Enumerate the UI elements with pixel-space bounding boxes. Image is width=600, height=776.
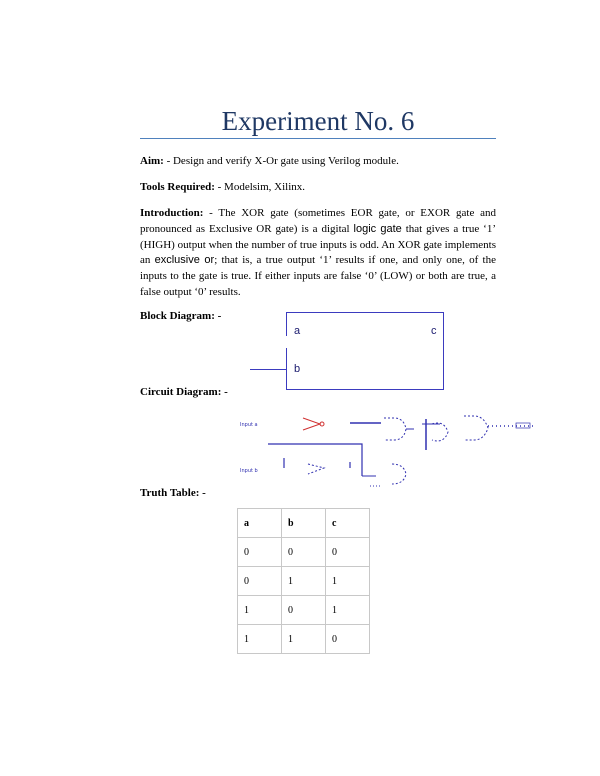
- column-header-a: a: [238, 509, 282, 538]
- table-cell: 1: [282, 567, 326, 596]
- table-row: [238, 567, 370, 596]
- introduction-paragraph: [140, 206, 496, 301]
- block-left-edge-top: [286, 312, 287, 336]
- table-cell: 0: [326, 538, 370, 567]
- introduction-text-3: ; that is, a true output ‘1’ results if one, and only one, of the inputs to the gate is true. If either inputs are false ‘0’ (LOW) or both are true, a false output ‘0’ results.: [140, 254, 496, 298]
- tools-label: Tools Required:: [140, 181, 215, 193]
- xor-module-box: [286, 312, 444, 390]
- introduction-text-2: that gives a true ‘1’ (HIGH) output when the number of true inputs is odd. An XOR gate implements an: [140, 222, 497, 267]
- table-cell: 0: [282, 538, 326, 567]
- table-row: [238, 596, 370, 625]
- table-cell: 1: [238, 625, 282, 654]
- input-a-tag: Input a: [240, 422, 258, 428]
- table-cell: 1: [326, 596, 370, 625]
- column-header-b: b: [282, 509, 326, 538]
- tools-paragraph: [140, 180, 496, 196]
- table-cell: 1: [326, 567, 370, 596]
- truth-table-heading: Truth Table: -: [140, 487, 206, 499]
- logic-gate-term: logic gate: [353, 222, 402, 235]
- input-b-label: b: [294, 363, 301, 375]
- title-underline: [140, 138, 496, 139]
- and-gate-top: [384, 418, 406, 440]
- not-gate-a: [303, 418, 320, 430]
- table-row: [238, 538, 370, 567]
- aim-text: - Design and verify X-Or gate using Verilog module.: [163, 155, 399, 167]
- output-c-tag: [516, 423, 530, 428]
- table-cell: 1: [238, 596, 282, 625]
- aim-paragraph: [140, 154, 496, 170]
- page-title: Experiment No. 6: [221, 106, 415, 136]
- input-a-label: a: [294, 325, 301, 337]
- tools-text: - Modelsim, Xilinx.: [214, 181, 306, 193]
- input-b-tag: Input b: [240, 468, 258, 474]
- output-c-label: c: [431, 325, 437, 337]
- exclusive-or-term: exclusive or: [154, 254, 215, 267]
- column-header-c: c: [326, 509, 370, 538]
- table-cell: 1: [282, 625, 326, 654]
- truth-table: [237, 508, 370, 654]
- introduction-text-1: - The XOR gate (sometimes EOR gate, or EXOR gate and pronounced as Exclusive OR gate) is a digital: [140, 207, 496, 235]
- table-cell: 0: [238, 567, 282, 596]
- not-gate-b: [308, 464, 324, 474]
- table-header-row: [238, 509, 370, 538]
- circuit-diagram-heading: Circuit Diagram: -: [140, 386, 228, 398]
- or-gate: [464, 416, 488, 440]
- block-left-edge-bottom: [286, 348, 287, 389]
- input-b-wire: [250, 369, 286, 370]
- circuit-diagram-image: [236, 402, 538, 492]
- aim-label: Aim:: [140, 155, 164, 167]
- block-diagram-heading: Block Diagram: -: [140, 310, 222, 322]
- table-cell: 0: [326, 625, 370, 654]
- table-row: [238, 625, 370, 654]
- and-gate-bottom: [392, 464, 406, 484]
- table-cell: 0: [282, 596, 326, 625]
- table-cell: 0: [238, 538, 282, 567]
- introduction-label: Introduction:: [140, 207, 204, 219]
